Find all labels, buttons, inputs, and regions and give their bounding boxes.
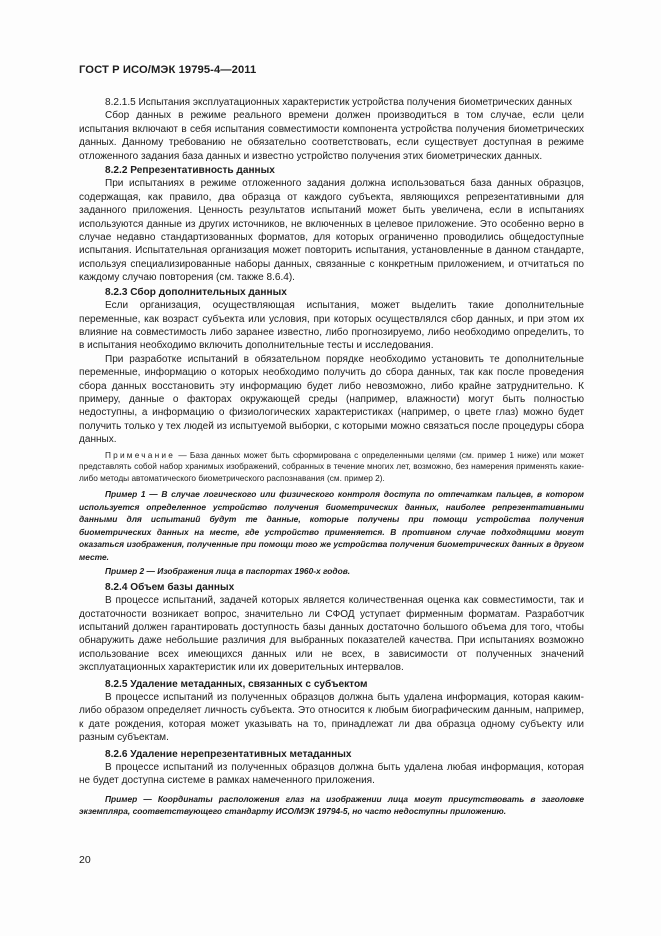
section-heading-8-2-6: 8.2.6 Удаление нерепрезентативных метаданных	[105, 748, 352, 760]
paragraph: В процессе испытаний из полученных образцов должна быть удалена любая информация, которая не будет доступна системе в рамках намеченного приложения.	[79, 762, 584, 787]
page-number: 20	[79, 854, 91, 866]
example-1: Пример 1 — В случае логического или физического контроля доступа по отпечаткам пальцев, в котором используется определенное устройство получения биометрических данных, наиболее репрезентативными данными для испытаний будут те данные, которые получены при помощи устройства получения биометрических данных на месте, где устройство применяется. В противном случае подходящими могут оказаться изображения, полученные при помощи того же устройства получения биометрических данных в другом месте.	[79, 489, 584, 562]
paragraph: В процессе испытаний из полученных образцов должна быть удалена информация, которая каким-либо образом определяет личность субъекта. Это относится к любым биографическим данным, например, к дате рождения, которая может указывать на то, принадлежат ли два образца одному субъекту или разным субъектам.	[79, 692, 584, 744]
section-heading-8-2-2: 8.2.2 Репрезентативность данных	[105, 165, 275, 177]
paragraph: При разработке испытаний в обязательном порядке необходимо установить те дополнительные переменные, информацию о которых необходимо получить до сбора данных, так как после проведения сбора данных восстановить эту информацию будет либо невозможно, либо крайне затруднительно. К примеру, данные о факторах окружающей среды (например, влажности) могут быть полностью недоступны, а информацию о физиологических характеристиках (например, о цвете глаз) можно будет получить только у тех людей из испытуемой выборки, с которыми можно связаться после процедуры сбора данных.	[79, 353, 584, 446]
section-heading-8-2-4: 8.2.4 Объем базы данных	[105, 581, 235, 593]
example-2: Пример 2 — Изображения лица в паспортах 1960-х годов.	[105, 566, 351, 577]
document-body	[79, 96, 584, 818]
note	[79, 450, 584, 486]
note-text: — База данных может быть сформирована с определенными целями (см. пример 1 ниже) или может представлять собой набор хранимых изображений, собранных в течение многих лет, возможно, без намерения применять какие-либо методы автоматического биометрического распознавания (см. пример 2).	[79, 449, 584, 484]
example: Пример — Координаты расположения глаз на изображении лица могут присутствовать в заголовке экземпляра, соответствующего стандарту ИСО/МЭК 19794-5, но часто недоступны приложению.	[79, 793, 584, 817]
document-header: ГОСТ Р ИСО/МЭК 19795-4—2011	[79, 64, 257, 76]
paragraph: В процессе испытаний, задачей которых является количественная оценка как совместимости, так и достаточности возникает вопрос, значительно ли СФОД уступает фирменным форматам. Разработчик испытаний должен гарантировать доступность базы данных достаточно большого объема для того, чтобы обнаружить даже небольшие различия для выбранных показателей качества. При испытаниях возможно использование всех имеющихся данных или не всех, в зависимости от полученных значений эксплуатационных характеристик или их доверительных интервалов.	[79, 595, 584, 674]
section-8-2-1-5-heading: 8.2.1.5 Испытания эксплуатационных характеристик устройства получения биометрических данных	[105, 97, 573, 108]
section-heading-8-2-5: 8.2.5 Удаление метаданных, связанных с субъектом	[105, 678, 368, 690]
paragraph: При испытаниях в режиме отложенного задания должна использоваться база данных образцов, содержащая, как правило, два образца от каждого субъекта, являющихся репрезентативными для заданного приложения. Ценность результатов испытаний может быть увеличена, если в испытаниях используются данные из других источников, не включенных в целевое приложение. Это особенно верно в случае недавно стандартизованных форматов, для которых ограниченно проводились общедоступные испытания. Испытательная организация может повторить испытания, установленные в данном стандарте, используя специализированные наборы данных, связанные с конкретным приложением, и отчитаться по каждому случаю повторения (см. также 8.6.4).	[79, 178, 584, 284]
note-label: Примечание	[105, 449, 176, 460]
paragraph: Сбор данных в режиме реального времени должен производиться в том случае, если цели испытания включают в себя испытания совместимости компонента устройства получения биометрических данных. Данному требованию не обязательно соответствовать, если существует доступная в режиме отложенного задания база данных и известно устройство получения этих биометрических данных.	[79, 110, 584, 162]
paragraph: Если организация, осуществляющая испытания, может выделить такие дополнительные переменные, как возраст субъекта или условия, при которых осуществлялся сбор данных, и при этом их влияние на совместимость либо заранее известно, либо прогнозируемо, либо необходимо определить, то в испытания необходимо включить дополнительные тесты и исследования.	[79, 300, 584, 352]
section-heading-8-2-3: 8.2.3 Сбор дополнительных данных	[105, 286, 287, 298]
